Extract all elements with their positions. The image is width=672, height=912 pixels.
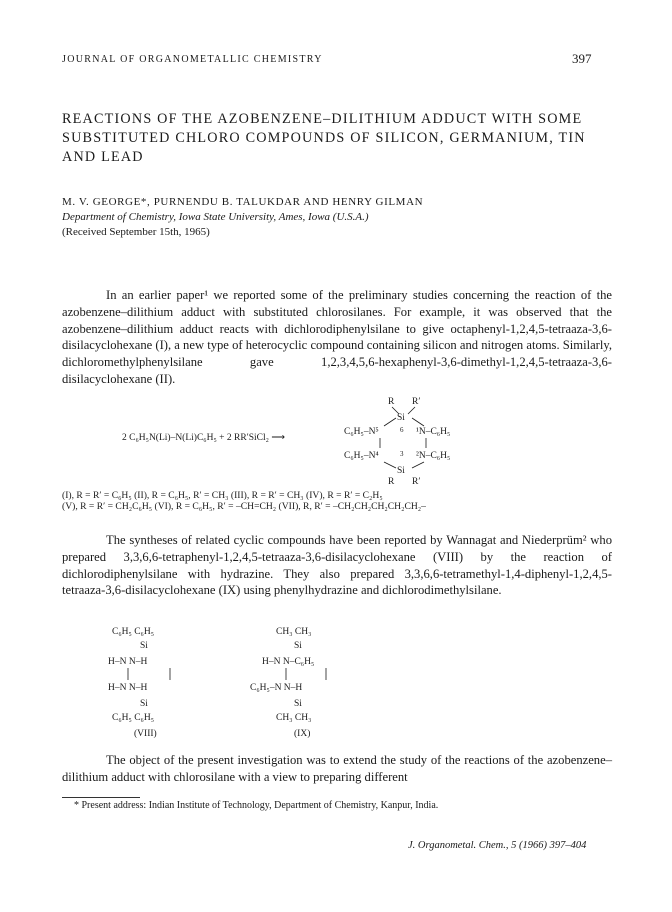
scheme-top-r-prime: R′ xyxy=(412,397,421,407)
footnote-rule xyxy=(62,797,140,798)
journal-header: JOURNAL OF ORGANOMETALLIC CHEMISTRY xyxy=(62,54,323,65)
scheme-row1-left: C₆H₅–N⁵ xyxy=(344,427,379,437)
viii-bottom: C₆H₅ C₆H₅ xyxy=(112,713,155,723)
paragraph-3 xyxy=(62,752,612,786)
paragraph-2-text: The syntheses of related cyclic compounds have been reported by Wannagat and Niederprüm² who prepared 3,3,6,6-tetraphenyl-1,2,4,5-tetraaza-3,6-disilacyclohexane (VIII) by the reaction of dichlorodiphenylsilane with hydrazine. They also prepared 3,3,6,6-tetramethyl-1,4-diphenyl-1,2,4,5-tetraaza-3,6-disilacyclohexane (IX) using phenylhydrazine and dichlorodimethylsilane. xyxy=(62,533,612,598)
viii-row-1: H–N N–H xyxy=(108,657,148,667)
bond xyxy=(408,407,415,414)
journal-citation: J. Organometal. Chem., 5 (1966) 397–404 xyxy=(408,840,587,851)
bond xyxy=(384,418,396,426)
paragraph-3-text: The object of the present investigation was to extend the study of the reactions of the azobenzene–dilithium adduct with chlorosilane with a view to preparing different xyxy=(62,753,612,784)
reaction-scheme xyxy=(62,392,612,487)
scheme-row2-left: C₆H₅–N⁴ xyxy=(344,451,379,461)
bond xyxy=(384,462,396,468)
viii-si-top: Si xyxy=(140,641,148,651)
scheme-legend-line-1: (I), R = R′ = C₆H₅ (II), R = C₆H₅, R′ = CH₃ (III), R = R′ = CH₃ (IV), R = R′ = C₂H₅ xyxy=(62,490,383,501)
ix-row-2: C₆H₅–N N–H xyxy=(250,683,303,693)
scheme-bottom-si: Si xyxy=(397,466,405,476)
ix-si-bottom: Si xyxy=(294,699,302,709)
scheme-ring-six: 6 xyxy=(400,426,404,434)
scheme-top-r: R xyxy=(388,397,395,407)
bond xyxy=(412,462,424,468)
page-number: 397 xyxy=(572,51,592,66)
ix-row-1: H–N N–C₆H₅ xyxy=(262,657,315,667)
viii-label: (VIII) xyxy=(134,729,157,739)
scheme-row1-right: ¹N–C₆H₅ xyxy=(416,427,451,437)
scheme-bottom-r-prime: R′ xyxy=(412,477,421,487)
scheme-top-si: Si xyxy=(397,413,405,423)
structure-viii xyxy=(108,624,228,742)
viii-top: C₆H₅ C₆H₅ xyxy=(112,627,155,637)
ix-bottom: CH₃ CH₃ xyxy=(276,713,312,723)
article-title xyxy=(62,110,622,167)
title-line-2: SUBSTITUTED CHLORO COMPOUNDS OF SILICON, GERMANIUM, TIN xyxy=(62,130,586,146)
received-date: (Received September 15th, 1965) xyxy=(62,226,210,238)
scheme-reactants: 2 C₆H₅N(Li)–N(Li)C₆H₅ + 2 RR′SiCl₂ ⟶ xyxy=(122,433,285,443)
ix-label: (IX) xyxy=(294,729,311,739)
ix-si-top: Si xyxy=(294,641,302,651)
ix-top: CH₃ CH₃ xyxy=(276,627,312,637)
scheme-legend xyxy=(62,490,612,512)
paragraph-2 xyxy=(62,532,612,599)
structure-ix xyxy=(250,624,390,742)
authors: M. V. GEORGE*, PURNENDU B. TALUKDAR AND HENRY GILMAN xyxy=(62,196,424,208)
viii-row-2: H–N N–H xyxy=(108,683,148,693)
paragraph-1 xyxy=(62,287,612,388)
title-line-3: AND LEAD xyxy=(62,149,144,165)
paragraph-1-text: In an earlier paper¹ we reported some of the preliminary studies concerning the reaction of the azobenzene–dilithium adduct with substituted chlorosilanes. For example, it was observed that the azobenzene–dilithium adduct reacts with dichlorodiphenylsilane to give octaphenyl-1,2,4,5-tetraaza-3,6-disilacyclohexane (I), a new type of heterocyclic compound containing silicon and nitrogen atoms. Similarly, dichloromethylphenylsilane gave 1,2,3,4,5,6-hexaphenyl-3,6-dimethyl-1,2,4,5-tetraaza-3,6-disilacyclohexane (II). xyxy=(62,288,612,386)
scheme-bottom-r: R xyxy=(388,477,395,487)
bond xyxy=(412,418,424,426)
affiliation: Department of Chemistry, Iowa State University, Ames, Iowa (U.S.A.) xyxy=(62,211,369,223)
scheme-row2-right: ²N–C₆H₅ xyxy=(416,451,451,461)
viii-si-bottom: Si xyxy=(140,699,148,709)
scheme-legend-line-2: (V), R = R′ = CH₂C₆H₅ (VI), R = C₆H₅, R′ = –CH=CH₂ (VII), R, R′ = –CH₂CH₂CH₂CH₂CH₂– xyxy=(62,501,426,512)
scheme-ring-three: 3 xyxy=(400,450,404,458)
footnote: * Present address: Indian Institute of Technology, Department of Chemistry, Kanpur, India. xyxy=(74,800,439,811)
title-line-1: REACTIONS OF THE AZOBENZENE–DILITHIUM ADDUCT WITH SOME xyxy=(62,111,583,127)
